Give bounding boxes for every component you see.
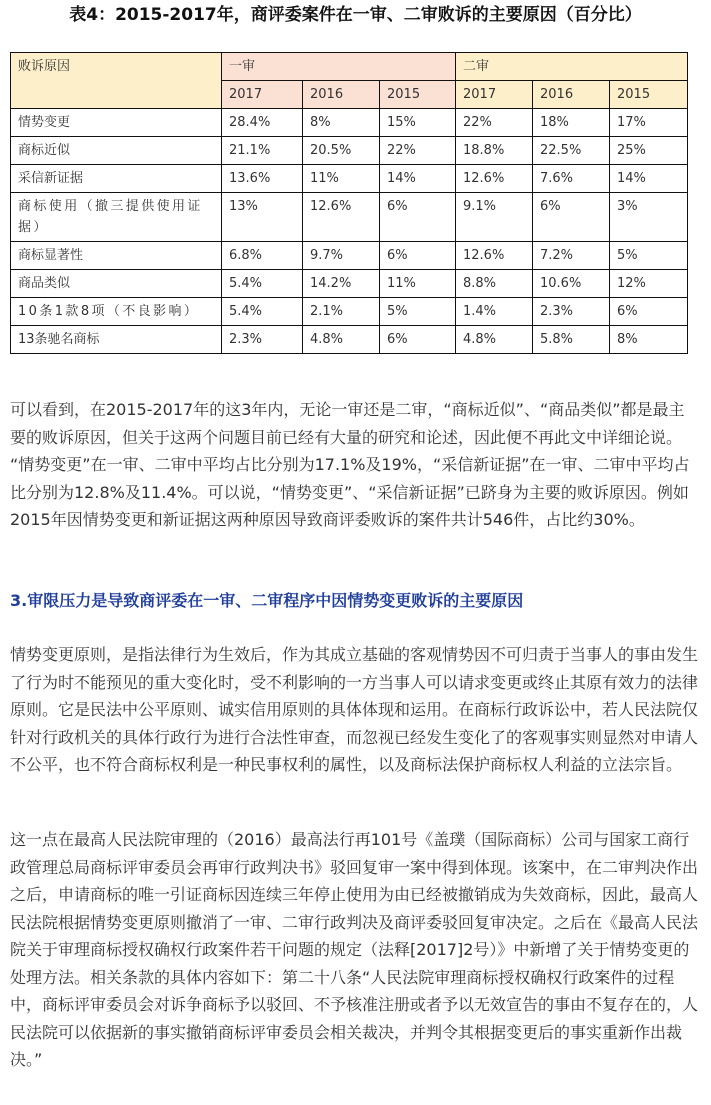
row-value: 14.2% (303, 270, 380, 298)
row-value: 7.2% (533, 242, 610, 270)
row-value: 17% (610, 109, 688, 137)
paragraph-case: 这一点在最高人民法院审理的（2016）最高法行再101号《盖璞（国际商标）公司与国家工商行政管理总局商标评审委员会再审行政判决书》驳回复审一案中得到体现。该案中，在二审判决作出之后，申请商标的唯一引证商标因连续三年停止使用为由已经被撤销成为失效商标，因此，最高人民法院根据情势变更原则撤消了一审、二审行政判决及商评委驳回复审决定。之后在《最高人民法院关于审理商标授权确权行政案件若干问题的规定（法释[2017]2号）》中新增了关于情势变更的处理方法。相关条款的具体内容如下：第二十八条“人民法院审理商标授权确权行政案件的过程中，商标评审委员会对诉争商标予以驳回、不予核准注册或者予以无效宣告的事由不复存在的，人民法院可以依据新的事实撤销商标评审委员会相关裁决，并判令其根据变更后的事实重新作出裁决。” (10, 830, 699, 1069)
row-reason: 10条1款8项（不良影响） (11, 298, 222, 326)
row-value: 1.4% (456, 298, 533, 326)
column-header-year: 2015 (610, 81, 688, 109)
row-value: 11% (303, 165, 380, 193)
row-value: 22% (380, 137, 456, 165)
row-value: 4.8% (456, 326, 533, 354)
row-value: 28.4% (222, 109, 303, 137)
row-value: 22.5% (533, 137, 610, 165)
column-header-year: 2017 (222, 81, 303, 109)
row-value: 13.6% (222, 165, 303, 193)
row-value: 6% (380, 242, 456, 270)
column-header-year: 2016 (533, 81, 610, 109)
table-body (11, 109, 688, 354)
table-caption: 表4：2015-2017年，商评委案件在一审、二审败诉的主要原因（百分比） (69, 5, 642, 25)
row-value: 2.3% (222, 326, 303, 354)
row-value: 12.6% (456, 165, 533, 193)
failure-reasons-table (10, 52, 688, 354)
table-header-row-groups (11, 53, 688, 81)
row-value: 12% (610, 270, 688, 298)
row-value: 21.1% (222, 137, 303, 165)
row-value: 8% (610, 326, 688, 354)
column-group-second-instance: 二审 (456, 53, 688, 81)
column-header-reason: 败诉原因 (11, 53, 222, 109)
row-value: 4.8% (303, 326, 380, 354)
row-value: 13% (222, 193, 303, 242)
table-row (11, 137, 688, 165)
table-row (11, 165, 688, 193)
row-reason: 商标显著性 (11, 242, 222, 270)
column-header-year: 2016 (303, 81, 380, 109)
row-value: 5% (380, 298, 456, 326)
row-reason: 商标使用（撤三提供使用证据） (11, 193, 222, 242)
table-row (11, 109, 688, 137)
row-reason: 13条驰名商标 (11, 326, 222, 354)
row-value: 3% (610, 193, 688, 242)
paragraph-overview: 可以看到，在2015-2017年的这3年内，无论一审还是二审，“商标近似”、“商品类似”都是最主要的败诉原因，但关于这两个问题目前已经有大量的研究和论述，因此便不再此文中详细论说。 “情势变更”在一审、二审中平均占比分别为17.1%及19%，“采信新证据”在一审、二审中平均占比分别为12.8%及11.4%。可以说，“情势变更”、“采信新证据”已跻身为主要的败诉原因。例如2015年因情势变更和新证据这两种原因导致商评委败诉的案件共计546件，占比约30%。 (10, 400, 690, 529)
row-value: 12.6% (456, 242, 533, 270)
row-value: 6% (533, 193, 610, 242)
row-value: 8.8% (456, 270, 533, 298)
row-value: 18% (533, 109, 610, 137)
row-value: 6% (610, 298, 688, 326)
row-value: 14% (380, 165, 456, 193)
row-value: 25% (610, 137, 688, 165)
table-row (11, 193, 688, 242)
row-value: 18.8% (456, 137, 533, 165)
row-value: 2.1% (303, 298, 380, 326)
row-value: 6% (380, 326, 456, 354)
column-header-year: 2015 (380, 81, 456, 109)
table-row (11, 270, 688, 298)
row-value: 5% (610, 242, 688, 270)
section-heading: 3.审限压力是导致商评委在一审、二审程序中因情势变更败诉的主要原因 (10, 591, 524, 610)
column-group-first-instance: 一审 (222, 53, 456, 81)
row-value: 9.7% (303, 242, 380, 270)
row-value: 5.4% (222, 298, 303, 326)
table-row (11, 326, 688, 354)
row-reason: 商标近似 (11, 137, 222, 165)
row-value: 14% (610, 165, 688, 193)
row-value: 12.6% (303, 193, 380, 242)
row-value: 6.8% (222, 242, 303, 270)
row-value: 8% (303, 109, 380, 137)
row-value: 5.4% (222, 270, 303, 298)
table-row (11, 242, 688, 270)
row-reason: 采信新证据 (11, 165, 222, 193)
row-reason: 情势变更 (11, 109, 222, 137)
row-value: 11% (380, 270, 456, 298)
row-value: 15% (380, 109, 456, 137)
row-reason: 商品类似 (11, 270, 222, 298)
table-row (11, 298, 688, 326)
row-value: 20.5% (303, 137, 380, 165)
row-value: 5.8% (533, 326, 610, 354)
row-value: 10.6% (533, 270, 610, 298)
row-value: 22% (456, 109, 533, 137)
row-value: 2.3% (533, 298, 610, 326)
row-value: 6% (380, 193, 456, 242)
row-value: 9.1% (456, 193, 533, 242)
paragraph-principle: 情势变更原则，是指法律行为生效后，作为其成立基础的客观情势因不可归责于当事人的事由发生了行为时不能预见的重大变化时，受不利影响的一方当事人可以请求变更或终止其原有效力的法律原则。它是民法中公平原则、诚实信用原则的具体体现和运用。在商标行政诉讼中，若人民法院仅针对行政机关的具体行政行为进行合法性审查，而忽视已经发生变化了的客观事实则显然对申请人不公平，也不符合商标权利是一种民事权利的属性，以及商标法保护商标权人利益的立法宗旨。 (10, 645, 699, 774)
column-header-year: 2017 (456, 81, 533, 109)
row-value: 7.6% (533, 165, 610, 193)
